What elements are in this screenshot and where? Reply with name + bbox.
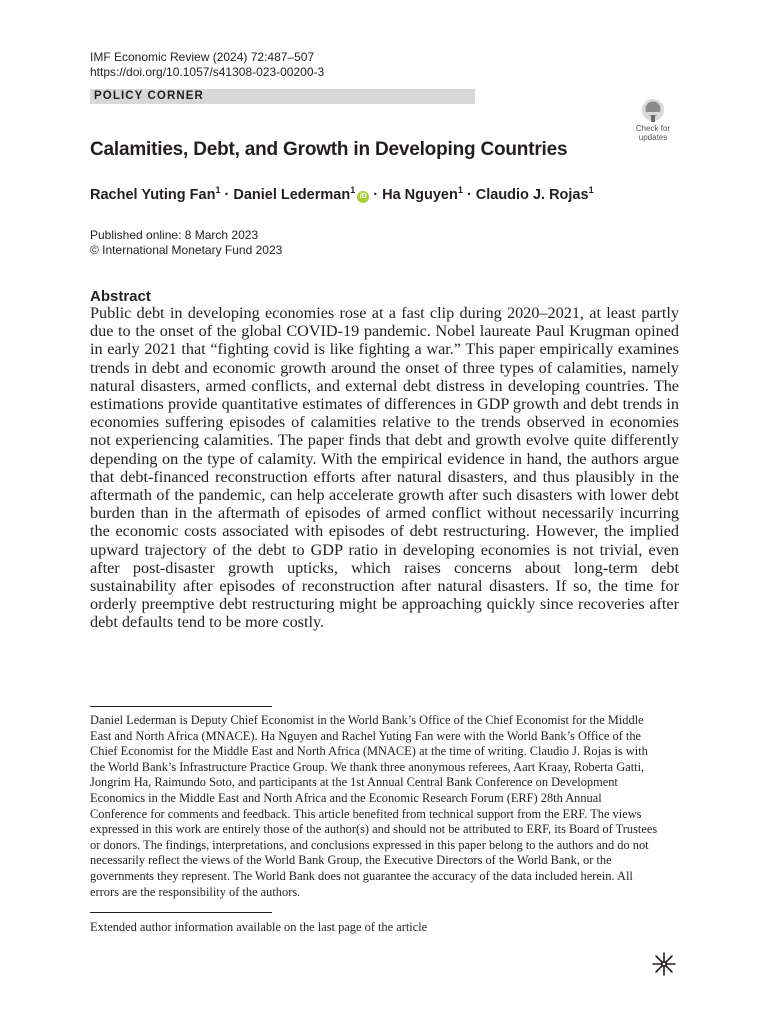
springer-horse-logo bbox=[650, 950, 678, 978]
extended-author-info: Extended author information available on the last page of the article bbox=[90, 920, 428, 934]
affiliation-marker: 1 bbox=[588, 185, 594, 195]
author-list bbox=[90, 185, 594, 203]
journal-reference: IMF Economic Review (2024) 72:487–507 bbox=[90, 50, 315, 64]
check-updates-line2: updates bbox=[638, 133, 668, 142]
doi-link[interactable]: https://doi.org/10.1057/s41308-023-00200-3 bbox=[90, 65, 325, 79]
author-separator: · bbox=[220, 186, 234, 203]
article-title: Calamities, Debt, and Growth in Developing Countries bbox=[90, 139, 568, 160]
abstract-body: Public debt in developing economies rose at a fast clip during 2020–2021, at least partly due to the onset of the global COVID-19 pandemic. Nobel laureate Paul Krugman opined in early 2021 that “fighting covid is like fighting a war.” This paper empirically examines trends in debt and economic growth around the onset of three types of calamities, namely natural disasters, armed conflicts, and external debt distress in developing countries. The estimations provide quantitative estimates of differences in GDP growth and debt trends in economies suffering episodes of calamities relative to the trends observed in economies not experiencing calamities. The paper finds that debt and growth evolve quite differently depending on the type of calamity. With the empirical evidence in hand, the authors argue that debt-financed reconstruction efforts after natural disasters, and thus plausibly in the aftermath of the pandemic, can help accelerate growth after such disasters with lower debt burden than in the aftermath of episodes of armed conflict without necessarily incurring the economic costs associated with episodes of debt restructuring. However, the implied upward trajectory of the debt to GDP ratio in developing economies is not trivial, even after post-disaster growth upticks, which raises concerns about long-term debt sustainability after episodes of reconstruction after natural disasters. If so, the time for orderly preemptive debt restructuring might be approaching quickly since recoveries after debt defaults tend to be more costly. bbox=[90, 304, 679, 632]
crossmark-icon bbox=[638, 98, 668, 124]
section-label: POLICY CORNER bbox=[90, 89, 475, 104]
footnote-divider bbox=[90, 912, 272, 913]
affiliation-marker: 1 bbox=[350, 185, 356, 195]
affiliation-marker: 1 bbox=[457, 185, 463, 195]
orcid-icon[interactable]: iD bbox=[357, 191, 369, 203]
affiliation-marker: 1 bbox=[215, 185, 221, 195]
footnote-divider bbox=[90, 706, 272, 707]
copyright-notice: © International Monetary Fund 2023 bbox=[90, 243, 283, 257]
author-name[interactable]: Daniel Lederman bbox=[233, 186, 351, 203]
author-name[interactable]: Ha Nguyen bbox=[382, 186, 458, 203]
check-updates-line1: Check for bbox=[635, 124, 671, 133]
check-for-updates-button[interactable] bbox=[627, 98, 679, 142]
author-separator: · bbox=[369, 186, 383, 203]
author-separator: · bbox=[462, 186, 476, 203]
author-name[interactable]: Claudio J. Rojas bbox=[475, 186, 589, 203]
published-date: Published online: 8 March 2023 bbox=[90, 228, 259, 242]
abstract-heading: Abstract bbox=[90, 288, 151, 305]
author-footnote: Daniel Lederman is Deputy Chief Economist in the World Bank’s Office of the Chief Economist for the Middle East and North Africa (MNACE). Ha Nguyen and Rachel Yuting Fan were with the World Bank’s Office of the Chief Economist for the Middle East and North Africa (MNACE) at the time of writing. Claudio J. Rojas is with the World Bank’s Infrastructure Practice Group. We thank three anonymous referees, Aart Kraay, Roberta Gatti, Jongrim Ha, Raimundo Soto, and participants at the 1st Annual Central Bank Conference on Development Economics in the Middle East and North Africa and the Economic Research Forum (ERF) 28th Annual Conference for comments and feedback. This article benefited from technical support from the ERF. The views expressed in this work are entirely those of the author(s) and should not be attributed to ERF, its Board of Trustees or donors. The findings, interpretations, and conclusions expressed in this paper belong to the authors and do not necessarily reflect the views of the World Bank Group, the Executive Directors of the World Bank, or the governments they represent. The World Bank does not guarantee the accuracy of the data included herein. All errors are the responsibility of the authors. bbox=[90, 713, 658, 899]
author-name[interactable]: Rachel Yuting Fan bbox=[90, 186, 216, 203]
